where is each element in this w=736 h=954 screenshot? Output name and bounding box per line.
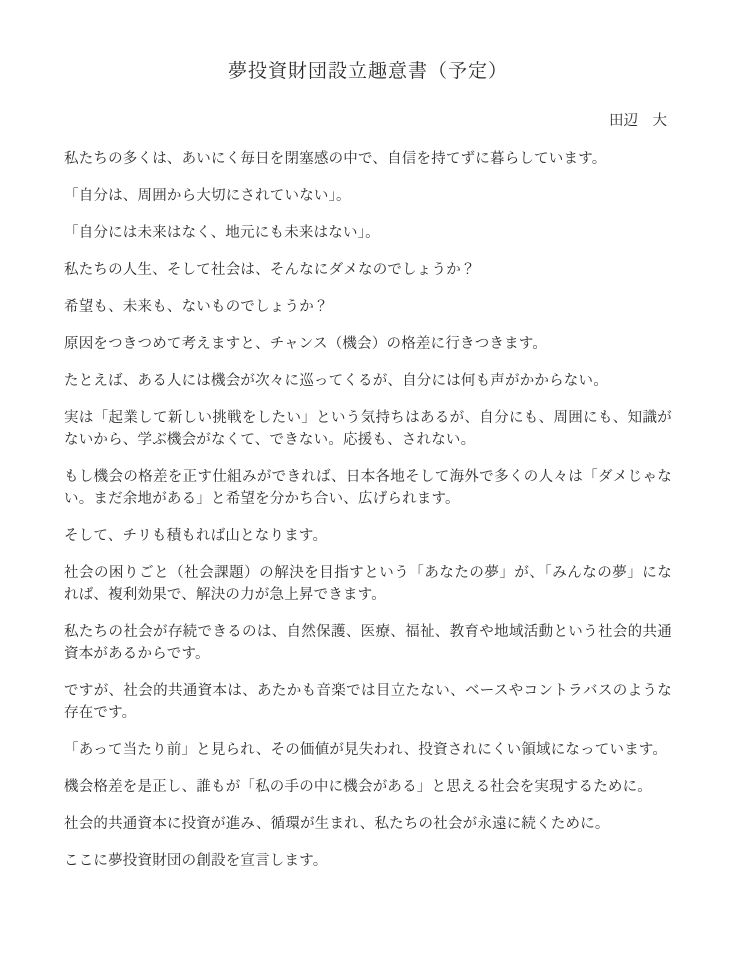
- document-body: [64, 148, 672, 872]
- paragraph: 私たちの社会が存続できるのは、自然保護、医療、福祉、教育や地域活動という社会的共通資本があるからです。: [64, 624, 672, 662]
- paragraph: 「自分には未来はなく、地元にも未来はない」。: [64, 225, 380, 241]
- paragraph: もし機会の格差を正す仕組みができれば、日本各地そして海外で多くの人々は「ダメじゃない。まだ余地がある」と希望を分かち合い、広げられます。: [64, 469, 672, 507]
- paragraph: 原因をつきつめて考えますと、チャンス（機会）の格差に行きつきます。: [64, 336, 548, 352]
- paragraph: 実は「起業して新しい挑戦をしたい」という気持ちはあるが、自分にも、周囲にも、知識がないから、学ぶ機会がなくて、できない。応援も、されない。: [64, 410, 672, 448]
- paragraph: そして、チリも積もれば山となります。: [64, 528, 328, 544]
- paragraph: たとえば、ある人には機会が次々に巡ってくるが、自分には何も声がかからない。: [64, 373, 608, 389]
- author-name: 田辺 大: [609, 113, 667, 129]
- paragraph: ですが、社会的共通資本は、あたかも音楽では目立たない、ベースやコントラバスのような存在です。: [64, 683, 672, 721]
- paragraph: 「自分は、周囲から大切にされていない」。: [64, 188, 351, 204]
- paragraph: 希望も、未来も、ないものでしょうか？: [64, 299, 329, 315]
- paragraph: 私たちの多くは、あいにく毎日を閉塞感の中で、自信を持てずに暮らしています。: [64, 151, 607, 167]
- document-title: 夢投資財団設立趣意書（予定）: [227, 61, 508, 82]
- paragraph: 機会格差を是正し、誰もが「私の手の中に機会がある」と思える社会を実現するために。: [64, 779, 652, 795]
- paragraph: 社会の困りごと（社会課題）の解決を目指すという「あなたの夢」が、「みんなの夢」になれば、複利効果で、解決の力が急上昇できます。: [64, 565, 672, 603]
- paragraph: 私たちの人生、そして社会は、そんなにダメなのでしょうか？: [64, 262, 476, 278]
- paragraph: 「あって当たり前」と見られ、その価値が見失われ、投資されにくい領域になっています。: [64, 742, 668, 758]
- paragraph: 社会的共通資本に投資が進み、循環が生まれ、私たちの社会が永遠に続くために。: [64, 816, 610, 832]
- paragraph: ここに夢投資財団の創設を宣言します。: [64, 853, 328, 869]
